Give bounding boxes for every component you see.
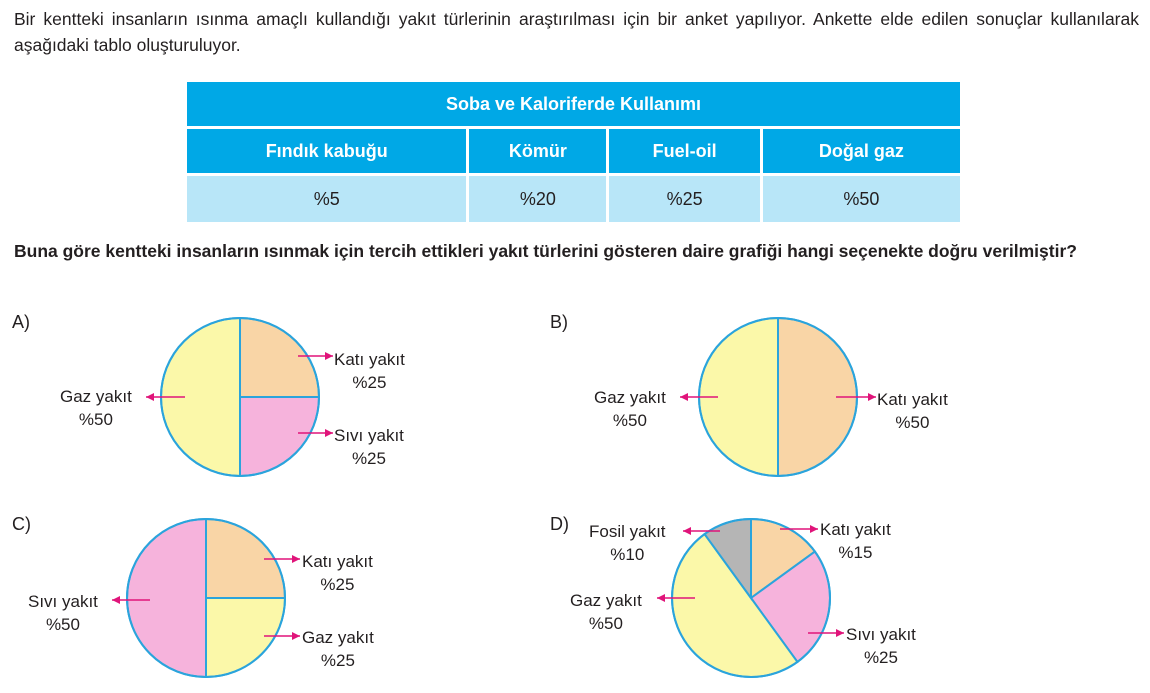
- question-text: Buna göre kentteki insanların ısınmak için tercih ettikleri yakıt türlerini gösteren daire grafiği hangi seçenekte doğru verilmiştir?: [14, 241, 1077, 261]
- slice-label: Katı yakıt: [334, 350, 405, 369]
- slice-pct: %25: [320, 651, 355, 670]
- arrow-head-icon: [146, 393, 154, 401]
- option-a-label[interactable]: A): [12, 312, 30, 332]
- table-title: Soba ve Kaloriferde Kullanımı: [186, 81, 962, 128]
- slice-label: Gaz yakıt: [302, 628, 374, 647]
- arrow-head-icon: [810, 525, 818, 533]
- table-cell: %25: [608, 175, 761, 224]
- table-cell: %20: [468, 175, 608, 224]
- option-d-label[interactable]: D): [550, 514, 569, 534]
- table-header: Fuel-oil: [608, 128, 761, 175]
- slice-label: Katı yakıt: [877, 390, 948, 409]
- slice-label: Katı yakıt: [302, 552, 373, 571]
- slice-pct: %25: [320, 575, 355, 594]
- table-header: Doğal gaz: [761, 128, 961, 175]
- arrow-head-icon: [112, 596, 120, 604]
- slice-pct: %25: [863, 648, 898, 667]
- option-c-label[interactable]: C): [12, 514, 31, 534]
- arrow-head-icon: [868, 393, 876, 401]
- slice-label: Katı yakıt: [820, 520, 891, 539]
- arrow-head-icon: [836, 629, 844, 637]
- table-header: Kömür: [468, 128, 608, 175]
- slice-label: Sıvı yakıt: [334, 426, 404, 445]
- slice-pct: %25: [352, 373, 387, 392]
- slice-pct: %50: [45, 615, 80, 634]
- pie-slice: [240, 397, 319, 476]
- slice-label: Gaz yakıt: [60, 387, 132, 406]
- intro-text: Bir kentteki insanların ısınma amaçlı kullandığı yakıt türlerinin araştırılması için bir anket yapılıyor. Ankette elde edilen sonuçlar kullanılarak aşağıdaki tablo oluşturuluyor.: [14, 9, 1139, 55]
- slice-pct: %50: [612, 411, 647, 430]
- slice-pct: %50: [895, 413, 930, 432]
- table-cell: %5: [186, 175, 468, 224]
- slice-label: Sıvı yakıt: [846, 625, 916, 644]
- slice-pct: %50: [588, 614, 623, 633]
- slice-label: Gaz yakıt: [594, 388, 666, 407]
- slice-pct: %10: [610, 545, 645, 564]
- arrow-head-icon: [683, 527, 691, 535]
- table-header: Fındık kabuğu: [186, 128, 468, 175]
- slice-pct: %50: [78, 410, 113, 429]
- arrow-head-icon: [292, 632, 300, 640]
- arrow-head-icon: [657, 594, 665, 602]
- pie-slice: [127, 519, 206, 677]
- arrow-head-icon: [325, 429, 333, 437]
- slice-pct: %15: [838, 543, 873, 562]
- table-cell: %50: [761, 175, 961, 224]
- slice-label: Sıvı yakıt: [28, 592, 98, 611]
- slice-label: Gaz yakıt: [570, 591, 642, 610]
- slice-pct: %25: [351, 449, 386, 468]
- arrow-head-icon: [325, 352, 333, 360]
- arrow-head-icon: [680, 393, 688, 401]
- arrow-head-icon: [292, 555, 300, 563]
- pie-slice: [240, 318, 319, 397]
- option-b-label[interactable]: B): [550, 312, 568, 332]
- slice-label: Fosil yakıt: [589, 522, 666, 541]
- pie-slice: [206, 598, 285, 677]
